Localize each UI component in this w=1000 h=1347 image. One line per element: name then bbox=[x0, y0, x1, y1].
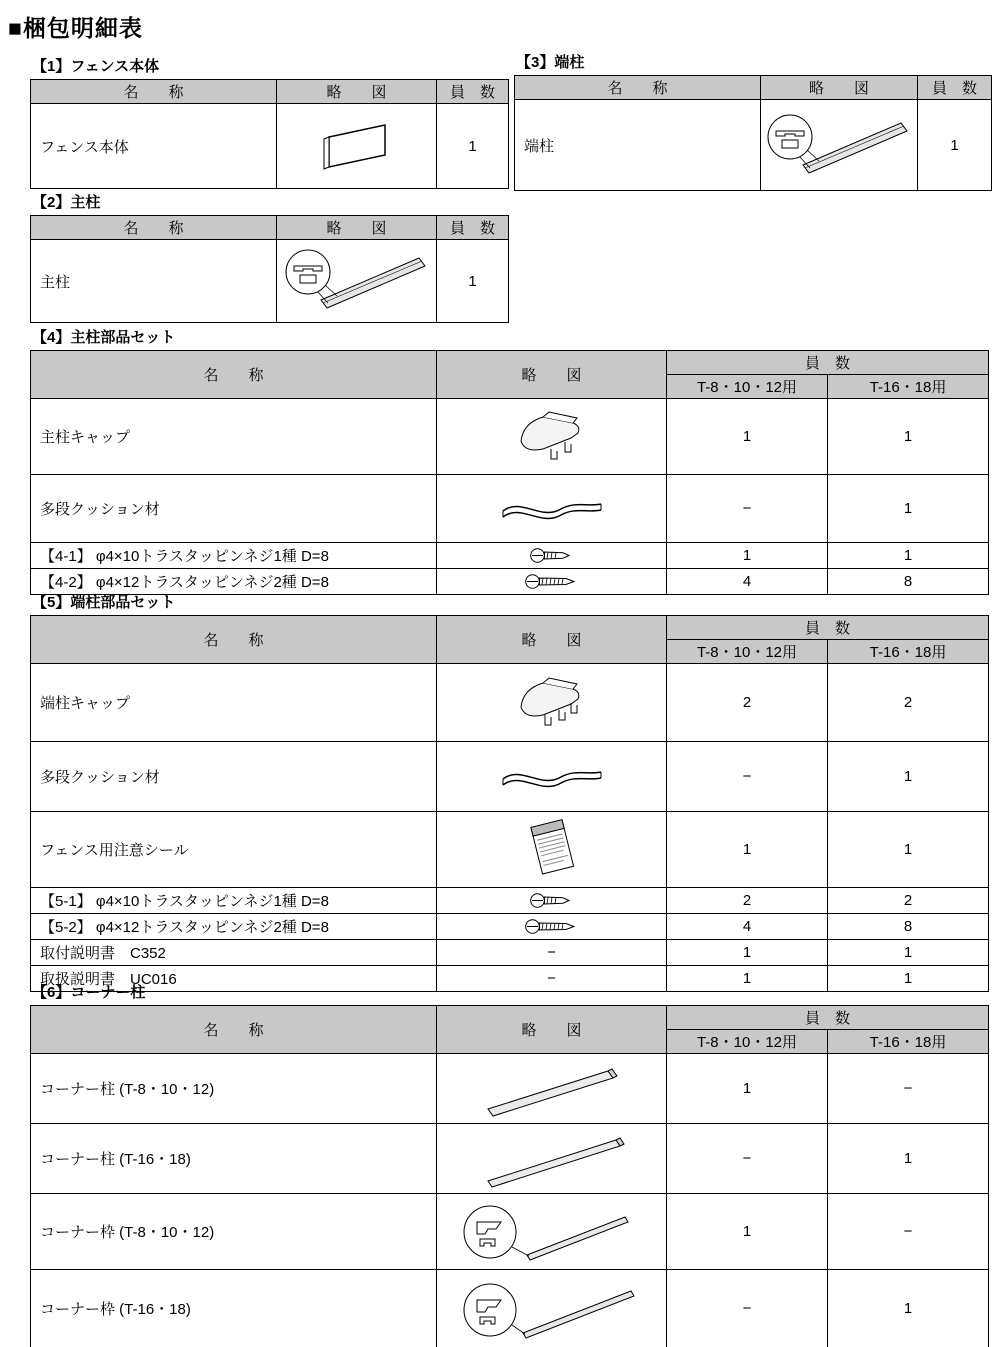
table-row bbox=[31, 812, 989, 888]
qty-t8: 1 bbox=[667, 812, 828, 888]
table-row bbox=[515, 100, 992, 191]
part-name: 端柱 bbox=[515, 100, 761, 191]
col-header-qty-t8: T-8・10・12用 bbox=[667, 640, 828, 664]
diagram-cell bbox=[437, 812, 667, 888]
part-name: 取扱説明書 UC016 bbox=[31, 966, 437, 992]
part-name: 【4-1】 φ4×10トラスタッピンネジ1種 D=8 bbox=[31, 543, 437, 569]
col-header-diagram: 略 図 bbox=[277, 216, 437, 240]
diagram-cell bbox=[437, 543, 667, 569]
qty-t8: 1 bbox=[667, 543, 828, 569]
col-header-name: 名 称 bbox=[31, 1006, 437, 1054]
col-header-qty-t16: T-16・18用 bbox=[828, 1030, 989, 1054]
col-header-name: 名 称 bbox=[31, 616, 437, 664]
qty-t8: − bbox=[667, 1270, 828, 1347]
section-label-end-post: 【3】端柱 bbox=[516, 54, 585, 71]
qty-t16: 1 bbox=[828, 742, 989, 812]
part-name: フェンス本体 bbox=[31, 104, 277, 189]
fence-body-table bbox=[30, 79, 509, 189]
qty-t8: − bbox=[667, 1124, 828, 1194]
part-name: コーナー柱 (T-8・10・12) bbox=[31, 1054, 437, 1124]
part-name: コーナー枠 (T-16・18) bbox=[31, 1270, 437, 1347]
part-name: 主柱 bbox=[31, 240, 277, 323]
fence-panel-icon bbox=[307, 115, 407, 177]
diagram-cell bbox=[437, 1054, 667, 1124]
qty-t16: 1 bbox=[828, 543, 989, 569]
col-header-name: 名 称 bbox=[31, 216, 277, 240]
diagram-cell bbox=[437, 664, 667, 742]
qty-t16: 1 bbox=[828, 1270, 989, 1347]
qty-t16: 8 bbox=[828, 569, 989, 595]
table-row bbox=[31, 399, 989, 475]
end-post-parts-table bbox=[30, 615, 989, 992]
corner-frame-icon bbox=[457, 1273, 647, 1345]
table-row bbox=[31, 914, 989, 940]
part-name: 取付説明書 C352 bbox=[31, 940, 437, 966]
corner-frame-icon bbox=[457, 1197, 647, 1267]
main-post-table bbox=[30, 215, 509, 323]
part-name: 【5-1】 φ4×10トラスタッピンネジ1種 D=8 bbox=[31, 888, 437, 914]
part-name: 主柱キャップ bbox=[31, 399, 437, 475]
part-name: 【4-2】 φ4×12トラスタッピンネジ2種 D=8 bbox=[31, 569, 437, 595]
col-header-diagram: 略 図 bbox=[437, 351, 667, 399]
table-row bbox=[31, 888, 989, 914]
col-header-diagram: 略 図 bbox=[437, 616, 667, 664]
part-qty: 1 bbox=[437, 240, 509, 323]
qty-t16: 8 bbox=[828, 914, 989, 940]
col-header-qty-t16: T-16・18用 bbox=[828, 640, 989, 664]
part-name: コーナー柱 (T-16・18) bbox=[31, 1124, 437, 1194]
qty-t8: 1 bbox=[667, 940, 828, 966]
qty-t16: 1 bbox=[828, 1124, 989, 1194]
qty-t16: 1 bbox=[828, 940, 989, 966]
page-title: ■梱包明細表 bbox=[8, 15, 143, 41]
qty-t8: 4 bbox=[667, 914, 828, 940]
diagram-cell bbox=[437, 742, 667, 812]
col-header-qty: 員 数 bbox=[918, 76, 992, 100]
col-header-diagram: 略 図 bbox=[437, 1006, 667, 1054]
qty-t16: 1 bbox=[828, 399, 989, 475]
part-name: コーナー枠 (T-8・10・12) bbox=[31, 1194, 437, 1270]
screw-type2-icon bbox=[524, 918, 580, 935]
diagram-cell bbox=[437, 399, 667, 475]
qty-t8: 1 bbox=[667, 1194, 828, 1270]
corner-post-table bbox=[30, 1005, 989, 1347]
diagram-cell bbox=[437, 914, 667, 940]
col-header-name: 名 称 bbox=[31, 351, 437, 399]
screw-type1-icon bbox=[529, 547, 575, 564]
diagram-cell bbox=[437, 475, 667, 543]
part-name: 【5-2】 φ4×12トラスタッピンネジ2種 D=8 bbox=[31, 914, 437, 940]
col-header-diagram: 略 図 bbox=[277, 80, 437, 104]
table-row bbox=[31, 543, 989, 569]
qty-t8: 2 bbox=[667, 664, 828, 742]
col-header-qty: 員 数 bbox=[667, 1006, 989, 1030]
cushion-icon bbox=[497, 763, 607, 791]
diagram-cell: − bbox=[437, 966, 667, 992]
section-corner-post bbox=[30, 981, 988, 1347]
qty-t8: 4 bbox=[667, 569, 828, 595]
table-row bbox=[31, 1194, 989, 1270]
part-name: フェンス用注意シール bbox=[31, 812, 437, 888]
cushion-icon bbox=[497, 495, 607, 523]
col-header-qty: 員 数 bbox=[667, 351, 989, 375]
table-row bbox=[31, 475, 989, 543]
end-post-icon bbox=[763, 107, 915, 183]
section-label-fence-body: 【1】フェンス本体 bbox=[32, 58, 160, 75]
main-post-icon bbox=[281, 244, 433, 318]
qty-t8: 1 bbox=[667, 1054, 828, 1124]
part-name: 多段クッション材 bbox=[31, 742, 437, 812]
part-name: 多段クッション材 bbox=[31, 475, 437, 543]
diagram-cell bbox=[761, 100, 918, 191]
qty-t16: 1 bbox=[828, 812, 989, 888]
main-post-parts-table bbox=[30, 350, 989, 595]
diagram-cell bbox=[437, 888, 667, 914]
screw-type1-icon bbox=[529, 892, 575, 909]
table-row bbox=[31, 742, 989, 812]
qty-t8: 1 bbox=[667, 966, 828, 992]
qty-t8: − bbox=[667, 742, 828, 812]
col-header-qty: 員 数 bbox=[437, 216, 509, 240]
col-header-qty-t8: T-8・10・12用 bbox=[667, 1030, 828, 1054]
diagram-cell bbox=[437, 1270, 667, 1347]
col-header-qty: 員 数 bbox=[437, 80, 509, 104]
table-row bbox=[31, 104, 509, 189]
part-qty: 1 bbox=[437, 104, 509, 189]
part-name: 端柱キャップ bbox=[31, 664, 437, 742]
diagram-cell: − bbox=[437, 940, 667, 966]
diagram-cell bbox=[277, 104, 437, 189]
section-label-main-post: 【2】主柱 bbox=[32, 194, 101, 211]
section-main-post-parts bbox=[30, 326, 988, 595]
qty-t16: 2 bbox=[828, 664, 989, 742]
table-row bbox=[31, 940, 989, 966]
section-label-main-post-parts: 【4】主柱部品セット bbox=[32, 329, 176, 346]
col-header-diagram: 略 図 bbox=[761, 76, 918, 100]
diagram-cell bbox=[437, 1124, 667, 1194]
qty-t8: 1 bbox=[667, 399, 828, 475]
col-header-qty: 員 数 bbox=[667, 616, 989, 640]
section-label-end-post-parts: 【5】端柱部品セット bbox=[32, 594, 176, 611]
table-row bbox=[31, 1124, 989, 1194]
diagram-cell bbox=[277, 240, 437, 323]
section-fence-body bbox=[30, 55, 508, 189]
section-end-post bbox=[514, 51, 991, 191]
qty-t8: − bbox=[667, 475, 828, 543]
qty-t16: − bbox=[828, 1054, 989, 1124]
section-end-post-parts bbox=[30, 591, 988, 992]
corner-post-icon bbox=[472, 1129, 632, 1189]
qty-t8: 2 bbox=[667, 888, 828, 914]
diagram-cell bbox=[437, 1194, 667, 1270]
col-header-qty-t8: T-8・10・12用 bbox=[667, 375, 828, 399]
end-post-cap-icon bbox=[509, 671, 595, 735]
col-header-name: 名 称 bbox=[31, 80, 277, 104]
corner-post-icon bbox=[472, 1059, 632, 1119]
table-row bbox=[31, 1270, 989, 1347]
post-cap-icon bbox=[509, 405, 595, 469]
part-qty: 1 bbox=[918, 100, 992, 191]
end-post-table bbox=[514, 75, 992, 191]
section-main-post bbox=[30, 191, 508, 323]
caution-sticker-icon bbox=[523, 815, 581, 885]
qty-t16: − bbox=[828, 1194, 989, 1270]
table-row bbox=[31, 664, 989, 742]
col-header-name: 名 称 bbox=[515, 76, 761, 100]
table-row bbox=[31, 1054, 989, 1124]
col-header-qty-t16: T-16・18用 bbox=[828, 375, 989, 399]
qty-t16: 2 bbox=[828, 888, 989, 914]
qty-t16: 1 bbox=[828, 966, 989, 992]
table-row bbox=[31, 240, 509, 323]
qty-t16: 1 bbox=[828, 475, 989, 543]
screw-type2-icon bbox=[524, 573, 580, 590]
section-label-corner-post: 【6】コーナー柱 bbox=[32, 984, 146, 1001]
